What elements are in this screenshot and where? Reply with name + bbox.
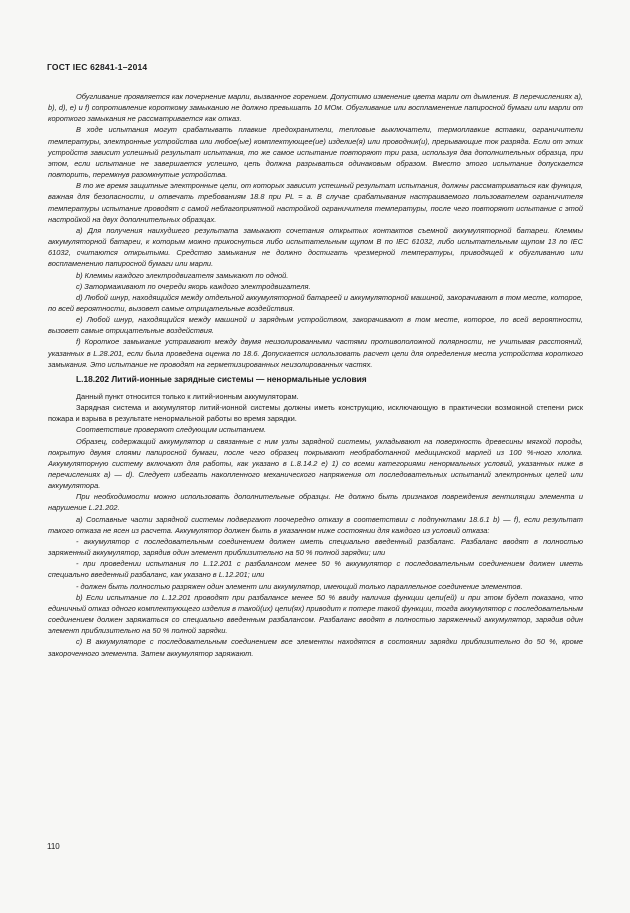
paragraph-group-test-conditions [48,91,583,370]
paragraph: а) Составные части зарядной системы подвергают поочередно отказу в соответствии с подпунктами 18.6.1 b) — f), если результат такого отказа не ясен из расчета. Аккумулятор должен быть в указанном ниже состоянии для каждого из условий отказа: [48,514,583,535]
document-header: ГОСТ IEC 62841-1–2014 [47,62,148,72]
paragraph: d) Любой шнур, находящийся между отдельной аккумуляторной батареей и аккумуляторной машиной, закорачивают в том месте, которое, по всей вероятности, вызовет самые отрицательные воздействия. [48,292,583,313]
paragraph: b) Клеммы каждого электродвигателя замыкают по одной. [76,270,289,280]
paragraph: - аккумулятор с последовательным соединением должен иметь специально введенный разбаланс. Разбаланс вводят в полностью заряженный аккумулятор, зарядив один элемент приблизительно на 50 % полной зарядки; или [48,536,583,558]
paragraph: В то же время защитные электронные цепи, от которых зависит успешный результат испытания, должны рассматриваться как функция, важная для безопасности, и отвечать требованиям 18.8 при PL = а. В случае срабатывания настраиваемого пользователем ограничителя температуры испытание проводят с самой неблагоприятной настройкой ограничителя температуры, после чего повторяют испытание с этой настройкой на двух дополнительных образцах. [48,181,583,224]
paragraph: - должен быть полностью разряжен один элемент или аккумулятор, имеющий только параллельное соединение элементов. [76,581,523,591]
paragraph: В ходе испытания могут срабатывать плавкие предохранители, тепловые выключатели, термоплавкие вставки, ограничители температуры, электронные устройства или любое(ые) комплектующее(ие) изделие(я) или проводник(и), прерывающие ток разряда. Если от этих устройств зависит успешный результат испытания, то же самое испытание повторяют три раза, используя два дополнительных образца, при этом, если испытание не завершается успешно, цепь должна разрываться одинаковым образом. Вместо этого испытание допускается повторить, перемкнув разомкнутые устройства. [48,125,583,180]
paragraph: - при проведении испытания по L.12.201 с разбалансом менее 50 % аккумулятор с последовательным соединением должен иметь специально введенный разбаланс, как указано в L.12.201; или [48,559,583,580]
paragraph: Обугливание проявляется как почернение марли, вызванное горением. Допустимо изменение цвета марли от дымления. В перечислениях а), b), d), е) и f) сопротивление короткому замыканию не должно превышать 10 МОм. Обугливание или воспламенение папиросной бумаги или марли от короткого замыкания не рассматривается как отказ. [48,92,583,124]
paragraph: f) Короткое замыкание устраивают между двумя неизолированными частями противоположной полярности, не учитывая расстояний, указанных в L.28.201, если была проведена оценка по 18.6. Допускается использовать расчет цепи для определения места устройства короткого замыкания. Это испытание не проводят на герметизированных неизолированных частях. [48,337,583,369]
paragraph: а) Для получения наихудшего результата замыкают сочетания открытых контактов съемной аккумуляторной батареи. Клеммы аккумуляторной батареи, к которым можно прикоснуться либо испытательным щупом В по IEC 61032, либо испытательным щупом 13 по IEC 61032, считаются открытыми. Средство замыкания не должно достигать чрезмерной температуры, приводящей к обугливанию или воспламенению папиросной бумаги или марли. [48,225,583,269]
paragraph: b) Если испытание по L.12.201 проводят при разбалансе менее 50 % ввиду наличия функции цепи(ей) и при этом будет показано, что единичный отказ одного комплектующего изделия в такой(их) цепи(ях) приводит к потере такой функции, тогда аккумулятор с последовательным соединением должен заряжаться со специально введенным разбалансом. Разбаланс вводят в полностью заряженный аккумулятор, зарядив один элемент приблизительно на 50 % полной зарядки. [48,592,583,636]
page-body [48,91,583,659]
paragraph: е) Любой шнур, находящийся между машиной и зарядным устройством, закорачивают в том месте, которое, по всей вероятности, вызовет самые отрицательные воздействия. [48,315,583,336]
paragraph: Образец, содержащий аккумулятор и связанные с ним узлы зарядной системы, укладывают на поверхность древесины мягкой породы, покрытую двумя слоями папиросной бумаги, после чего образец покрывают необработанной медицинской марлей из 100 %-ного хлопка. Аккумуляторную систему включают для работы, как указано в L.8.14.2 е) 1) со всеми категориями ненормальных условий, указанных ниже в перечислениях а) — d). Следует избегать накопленного механического напряжения от последовательных испытаний электронных цепей или аккумулятора. [48,436,583,491]
paragraph: с) В аккумуляторе с последовательным соединением все элементы находятся в состоянии зарядки приблизительно до 50 %, кроме закороченного элемента. Затем аккумулятор заряжают. [48,637,583,658]
paragraph: При необходимости можно использовать дополнительные образцы. Не должно быть признаков повреждения вентиляции элемента и нарушение L.21.202. [48,492,583,513]
paragraph: Соответствие проверяют следующим испытанием. [76,425,267,435]
page-number: 110 [47,842,60,851]
section-heading: L.18.202 Литий-ионные зарядные системы — ненормальные условия [76,373,367,384]
paragraph: с) Затормаживают по очереди якорь каждого электродвигателя. [76,281,311,291]
paragraph-group-lithium-ion [48,391,583,659]
paragraph: Зарядная система и аккумулятор литий-ионной системы должны иметь конструкцию, исключающую в практически возможной степени риск пожара и взрыва в результате ненормальной работы во время зарядки. [48,403,583,424]
paragraph: Данный пункт относится только к литий-ионным аккумуляторам. [76,391,299,401]
